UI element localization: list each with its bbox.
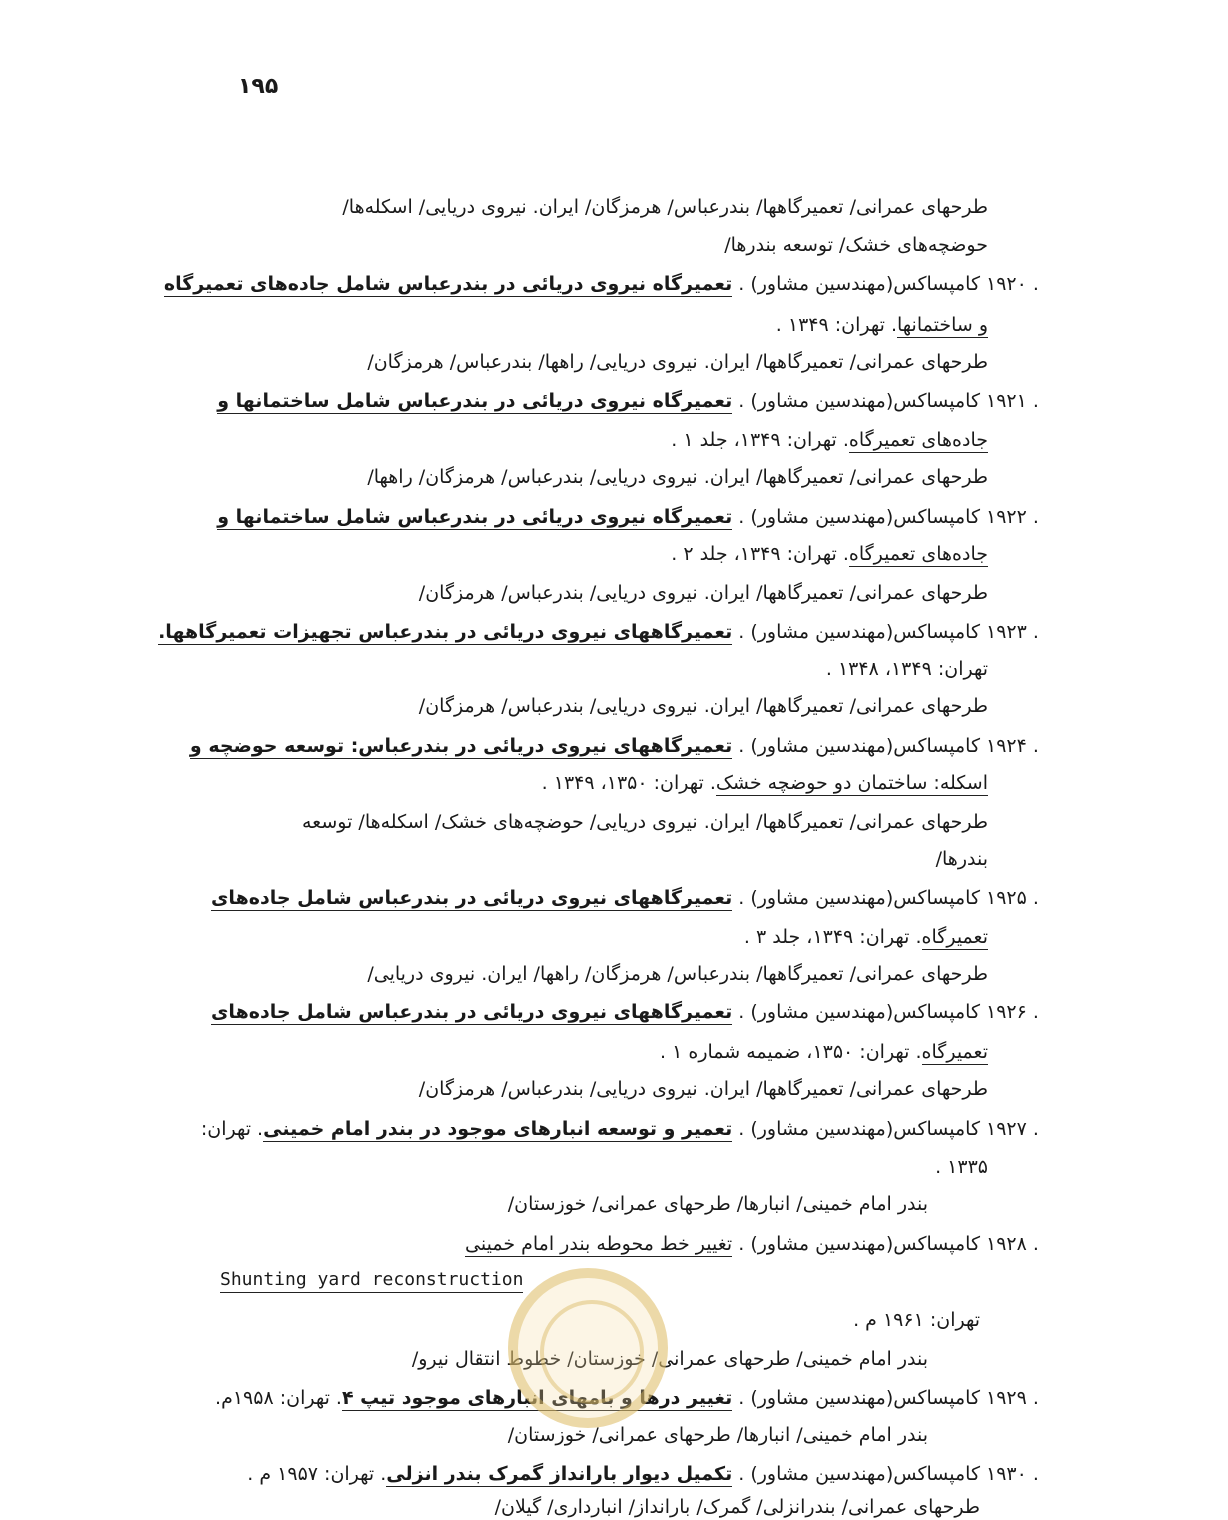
entry-title: تغییر درها و بامهای انبارهای موجود تیپ ۴ [341,1387,733,1409]
entry-imprint: . تهران: [200,1118,264,1140]
entry-title: تعمیرگاه نیروی دریائی در بندرعباس شامل جاده‌های تعمیرگاه [163,273,733,295]
keywords-line: طرحهای عمرانی/ تعمیرگاهها/ ایران. نیروی دریایی/ بندرعباس/ هرمزگان/ راهها/ [367,466,988,488]
entry-line [542,771,988,795]
entry-imprint: . تهران: ۱۳۵۰، ضمیمه شماره ۱ . [660,1041,922,1063]
entry-number: ۱۹۲۱ . [986,390,1039,412]
entry-imprint: ۱۳۳۵ . [935,1156,988,1178]
entry-imprint: . تهران: ۱۳۴۹ . [775,314,897,336]
entry-line [660,1040,988,1064]
entry-author: کامپساکس(مهندسین مشاور) . [738,887,980,909]
keywords-line: طرحهای عمرانی/ تعمیرگاهها/ ایران. نیروی دریایی/ بندرعباس/ هرمزگان/ [418,695,988,717]
entry-author: کامپساکس(مهندسین مشاور) . [738,735,980,757]
entry-author: کامپساکس(مهندسین مشاور) . [738,1233,980,1255]
entry-imprint: . تهران: ۱۳۵۰، ۱۳۴۹ . [541,772,716,794]
keywords-line: طرحهای عمرانی/ تعمیرگاهها/ ایران. نیروی دریایی/ راهها/ بندرعباس/ هرمزگان/ [367,351,988,373]
keywords-line: بندر امام خمینی/ انبارها/ طرحهای عمرانی/ خوزستان/ [507,1424,928,1446]
entry-line [247,1462,980,1486]
english-title: Shunting yard reconstruction [220,1268,523,1293]
keywords-line: بندر امام خمینی/ طرحهای عمرانی/ خوزستان/ خطوط انتقال نیرو/ [411,1348,928,1370]
entry-author: کامپساکس(مهندسین مشاور) . [738,390,980,412]
entry-line [158,620,980,644]
entry-line [776,313,988,337]
entry-imprint: . تهران: ۱۳۴۹، جلد ۲ . [671,543,849,565]
entry-line [211,886,980,910]
entry-title-cont: و ساختمانها [896,314,988,336]
keywords-line: بندر امام خمینی/ انبارها/ طرحهای عمرانی/ خوزستان/ [507,1193,928,1215]
page-number: ۱۹۵ [238,74,279,99]
entry-title-cont: جاده‌های تعمیرگاه [848,543,988,565]
entry-author: کامپساکس(مهندسین مشاور) . [738,506,980,528]
entry-imprint: تهران: ۱۹۶۱ م . [853,1309,980,1331]
entry-title-cont: اسکله: ساختمان دو حوضچه خشک [715,772,988,794]
entry-number: ۱۹۲۶ . [986,1001,1039,1023]
entry-number: ۱۹۲۳ . [986,621,1039,643]
keywords-line: طرحهای عمرانی/ بندرانزلی/ گمرک/ بارانداز/ انبارداری/ گیلان/ [494,1496,980,1518]
watermark-gear [540,1300,644,1404]
entry-number: ۱۹۲۵ . [986,887,1039,909]
entry-number: ۱۹۲۸ . [986,1233,1039,1255]
entry-number: ۱۹۲۰ . [986,273,1039,295]
entry-title: تعمیرگاههای نیروی دریائی در بندرعباس شامل جاده‌های [211,887,733,909]
entry-imprint: . تهران: ۱۳۴۹، جلد ۳ . [743,926,922,948]
entry-line [671,428,988,452]
keywords-line: طرحهای عمرانی/ تعمیرگاهها/ ایران. نیروی دریایی/ حوضچه‌های خشک/ اسکله‌ها/ توسعه [302,811,988,833]
entry-line [744,925,988,949]
entry-line [211,1000,980,1024]
keywords-line: بندرها/ [935,848,988,870]
keywords-line: حوضچه‌های خشک/ توسعه بندرها/ [724,234,988,256]
watermark-seal [508,1268,668,1428]
entry-line [190,734,980,758]
entry-title-cont: جاده‌های تعمیرگاه [848,429,988,451]
entry-imprint: . تهران: ۱۹۵۸م. [215,1387,342,1409]
entry-title: تعمیرگاههای نیروی دریائی در بندرعباس شامل جاده‌های [211,1001,733,1023]
entry-author: کامپساکس(مهندسین مشاور) . [738,1463,980,1485]
entry-title-cont: تعمیرگاه [921,1041,988,1063]
entry-number: ۱۹۲۹ . [986,1387,1039,1409]
entry-title: تعمیرگاه نیروی دریائی در بندرعباس شامل ساختمانها و [217,506,733,528]
entry-title: تعمیرگاه نیروی دریائی در بندرعباس شامل ساختمانها و [217,390,733,412]
entry-title: تکمیل دیوار بارانداز گمرک بندر انزلی [386,1463,733,1485]
entry-line [465,1232,980,1256]
keywords-line: طرحهای عمرانی/ تعمیرگاهها/ بندرعباس/ هرمزگان/ راهها/ ایران. نیروی دریایی/ [367,963,988,985]
entry-line [217,389,980,413]
entry-title: تغییر خط محوطه بندر امام خمینی [465,1233,733,1255]
keywords-line: طرحهای عمرانی/ تعمیرگاهها/ بندرعباس/ هرمزگان/ ایران. نیروی دریایی/ اسکله‌ها/ [342,196,988,218]
entry-number: ۱۹۲۲ . [986,506,1039,528]
entry-author: کامپساکس(مهندسین مشاور) . [738,1118,980,1140]
entry-imprint: . تهران: ۱۳۴۹، جلد ۱ . [671,429,849,451]
entry-title: تعمیر و توسعه انبارهای موجود در بندر امام خمینی [263,1118,733,1140]
entry-number: ۱۹۲۴ . [986,735,1039,757]
entry-title: تعمیرگاههای نیروی دریائی در بندرعباس تجهیزات تعمیرگاهها. [158,621,733,643]
entry-imprint: . تهران: ۱۹۵۷ م . [247,1463,387,1485]
entry-title: تعمیرگاههای نیروی دریائی در بندرعباس: توسعه حوضچه و [189,735,733,757]
entry-line [164,272,980,296]
entry-author: کامپساکس(مهندسین مشاور) . [738,621,980,643]
keywords-line: طرحهای عمرانی/ تعمیرگاهها/ ایران. نیروی دریایی/ بندرعباس/ هرمزگان/ [418,1078,988,1100]
entry-author: کامپساکس(مهندسین مشاور) . [738,1387,980,1409]
entry-line [217,505,980,529]
entry-number: ۱۹۳۰ . [986,1463,1039,1485]
entry-line [671,542,988,566]
keywords-line: طرحهای عمرانی/ تعمیرگاهها/ ایران. نیروی دریایی/ بندرعباس/ هرمزگان/ [418,582,988,604]
entry-imprint: تهران: ۱۳۴۹، ۱۳۴۸ . [825,658,988,680]
entry-title-cont: تعمیرگاه [921,926,988,948]
entry-number: ۱۹۲۷ . [986,1118,1039,1140]
entry-line [201,1117,980,1141]
entry-author: کامپساکس(مهندسین مشاور) . [738,1001,980,1023]
entry-author: کامپساکس(مهندسین مشاور) . [738,273,980,295]
